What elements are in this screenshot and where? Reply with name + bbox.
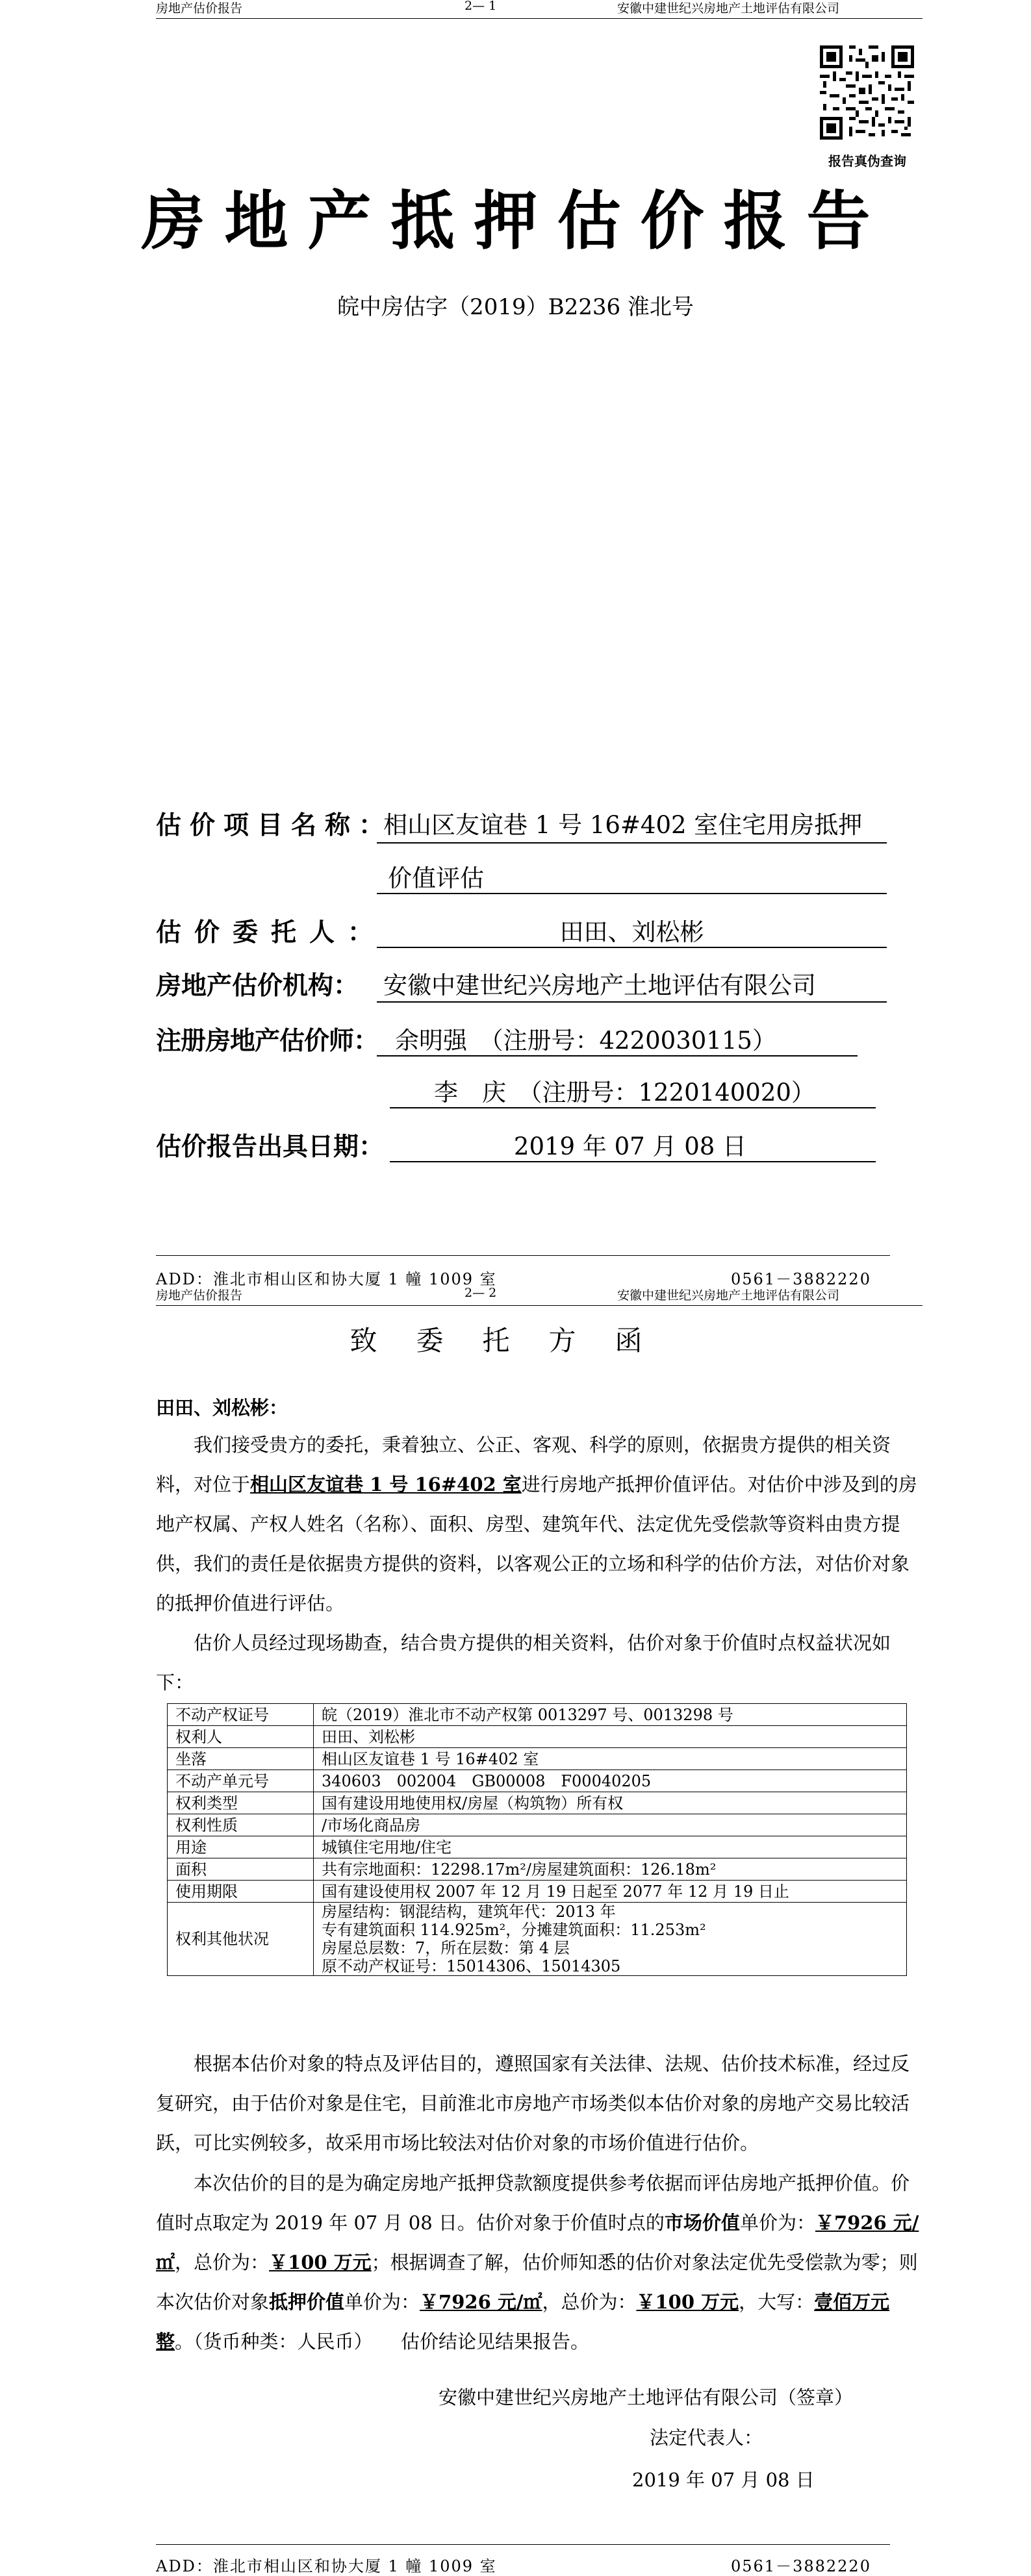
salutation: 田田、刘松彬： (156, 1397, 288, 1419)
table-value-line: 皖（2019）淮北市不动产权第 0013297 号、0013298 号 (322, 1705, 733, 1724)
table-value-line: 房屋总层数：7，所在层数：第 4 层 (322, 1939, 570, 1957)
table-key: 不动产权证号 (168, 1704, 314, 1726)
table-value (314, 1814, 907, 1836)
report-title: 房地产抵押估价报告 (141, 184, 890, 258)
paragraph-2: 估价人员经过现场勘查，结合贵方提供的相关资料，估价对象于价值时点权益状况如下： (156, 1632, 891, 1694)
rights-table (167, 1703, 907, 1976)
table-key: 权利类型 (168, 1792, 314, 1814)
client-value: 田田、刘松彬 (559, 918, 704, 946)
paragraph-1: 我们接受贵方的委托，秉着独立、公正、客观、科学的原则，依据贵方提供的相关资料，对位于相山区友谊巷 1 号 16#402 室进行房地产抵押价值评估。对估价中涉及到的房地产权属、产权人姓名（名称）、面积、房型、建筑年代、法定优先受偿款等资料由贵方提供，我们的责任是依据贵方提供的资料，以客观公正的立场和科学的估价方法，对估价对象的抵押价值进行评估。 (156, 1434, 917, 1614)
table-value-line: 国有建设使用权 2007 年 12 月 19 日起至 2077 年 12 月 19 日止 (322, 1882, 789, 1901)
market-total-price: ￥100 万元 (269, 2251, 372, 2273)
underline (377, 1001, 887, 1003)
signature-date: 2019 年 07 月 08 日 (632, 2469, 815, 2491)
table-key: 不动产单元号 (168, 1770, 314, 1792)
table-row (168, 1704, 907, 1726)
footer-address: ADD：淮北市相山区和协大厦 1 幢 1009 室 (156, 1270, 497, 1288)
footer-phone: 0561－3882220 (731, 1270, 871, 1288)
paragraph-3: 根据本估价对象的特点及评估目的，遵照国家有关法律、法规、估价技术标准，经过反复研究，由于估价对象是住宅，目前淮北市房地产市场类似本估价对象的房地产交易比较活跃，可比实例较多，故采用市场比较法对估价对象的市场价值进行估价。 (156, 2053, 910, 2154)
underline (377, 1055, 858, 1057)
table-value-line: 田田、刘松彬 (322, 1727, 415, 1746)
agency-value: 安徽中建世纪兴房地产土地评估有限公司 (383, 971, 816, 999)
table-value-line: 共有宗地面积：12298.17m²/房屋建筑面积：126.18m² (322, 1860, 717, 1879)
table-key: 权利其他状况 (168, 1903, 314, 1976)
table-row (168, 1903, 907, 1976)
table-value-line: 340603 002004 GB00008 F00040205 (322, 1771, 652, 1790)
footer-address: ADD：淮北市相山区和协大厦 1 幢 1009 室 (156, 2557, 497, 2575)
footer-rule (156, 1255, 890, 1256)
table-row (168, 1858, 907, 1881)
report-date-label: 估价报告出具日期： (156, 1132, 385, 1162)
table-key: 坐落 (168, 1748, 314, 1770)
market-unit-price: ￥7926 元/㎡ (156, 2212, 919, 2273)
table-value-line: 房屋结构：钢混结构，建筑年代：2013 年 (322, 1903, 616, 1921)
table-value (314, 1903, 907, 1976)
footer-phone: 0561－3882220 (731, 2557, 871, 2575)
underline (377, 947, 887, 948)
underline (377, 842, 887, 844)
table-value-line: 相山区友谊巷 1 号 16#402 室 (322, 1749, 539, 1768)
mortgage-total-price: ￥100 万元 (636, 2291, 739, 2313)
underline (377, 893, 887, 894)
header-left: 房地产估价报告 (156, 1288, 243, 1303)
mortgage-total-capital: 壹佰万元整 (156, 2291, 890, 2353)
project-name-line2: 价值评估 (388, 864, 484, 892)
underline (390, 1107, 876, 1108)
qr-code[interactable] (820, 45, 914, 140)
table-value-line: 国有建设用地使用权/房屋（构筑物）所有权 (322, 1794, 624, 1812)
appraiser-2: 李 庆 （注册号：1220140020） (434, 1079, 815, 1107)
footer-rule (156, 2544, 890, 2545)
table-value (314, 1836, 907, 1858)
qr-caption: 报告真伪查询 (828, 153, 906, 169)
table-value-line: /市场化商品房 (322, 1816, 421, 1834)
table-key: 使用期限 (168, 1881, 314, 1903)
table-key: 权利人 (168, 1726, 314, 1748)
table-value (314, 1704, 907, 1726)
appraiser-label: 注册房地产估价师： (156, 1026, 379, 1056)
paragraph-4: 本次估价的目的是为确定房地产抵押贷款额度提供参考依据而评估房地产抵押价值。价值时点取定为 2019 年 07 月 08 日。估价对象于价值时点的市场价值单价为：￥7926 元/㎡，总价为：￥100 万元；根据调查了解，估价师知悉的估价对象法定优先受偿款为零；则本次估价对象抵押价值单价为：￥7926 元/㎡，总价为：￥100 万元，大写：壹佰万元整。（货币种类：人民币） 估价结论见结果报告。 (156, 2172, 919, 2353)
header-page-number: 2— 2 (465, 1286, 497, 1300)
table-value-line: 专有建筑面积 114.925m²，分摊建筑面积：11.253m² (322, 1921, 706, 1939)
table-row (168, 1881, 907, 1903)
appraiser-1: 余明强 （注册号：4220030115） (395, 1027, 776, 1055)
table-row (168, 1814, 907, 1836)
table-value (314, 1858, 907, 1881)
header-page-number: 2— 1 (465, 0, 497, 13)
agency-label: 房地产估价机构： (156, 971, 359, 1001)
report-date-value: 2019 年 07 月 08 日 (513, 1132, 747, 1160)
table-row (168, 1792, 907, 1814)
table-key: 用途 (168, 1836, 314, 1858)
header-rule (156, 18, 923, 19)
table-value (314, 1770, 907, 1792)
table-row (168, 1836, 907, 1858)
header-company: 安徽中建世纪兴房地产土地评估有限公司 (617, 1, 840, 16)
table-value-line: 城镇住宅用地/住宅 (322, 1838, 452, 1857)
table-value-line: 原不动产权证号：15014306、15014305 (322, 1957, 621, 1975)
table-key: 权利性质 (168, 1814, 314, 1836)
header-left: 房地产估价报告 (156, 1, 243, 16)
letter-title: 致委托方函 (350, 1325, 681, 1357)
signature-representative: 法定代表人： (650, 2427, 763, 2449)
table-value (314, 1881, 907, 1903)
mortgage-unit-price: ￥7926 元/㎡ (420, 2291, 542, 2313)
report-number: 皖中房估字（2019）B2236 淮北号 (337, 294, 694, 320)
client-label: 估价委托人： (156, 918, 387, 947)
header-rule (156, 1305, 923, 1306)
table-row (168, 1748, 907, 1770)
signature-company: 安徽中建世纪兴房地产土地评估有限公司（签章） (439, 2386, 854, 2408)
table-row (168, 1770, 907, 1792)
project-name-label: 估价项目名称： (156, 810, 393, 840)
table-value (314, 1748, 907, 1770)
header-company: 安徽中建世纪兴房地产土地评估有限公司 (617, 1288, 840, 1303)
table-value (314, 1726, 907, 1748)
project-name-line1: 相山区友谊巷 1 号 16#402 室住宅用房抵押 (383, 811, 863, 839)
table-key: 面积 (168, 1858, 314, 1881)
table-value (314, 1792, 907, 1814)
table-row (168, 1726, 907, 1748)
underline (390, 1161, 876, 1162)
